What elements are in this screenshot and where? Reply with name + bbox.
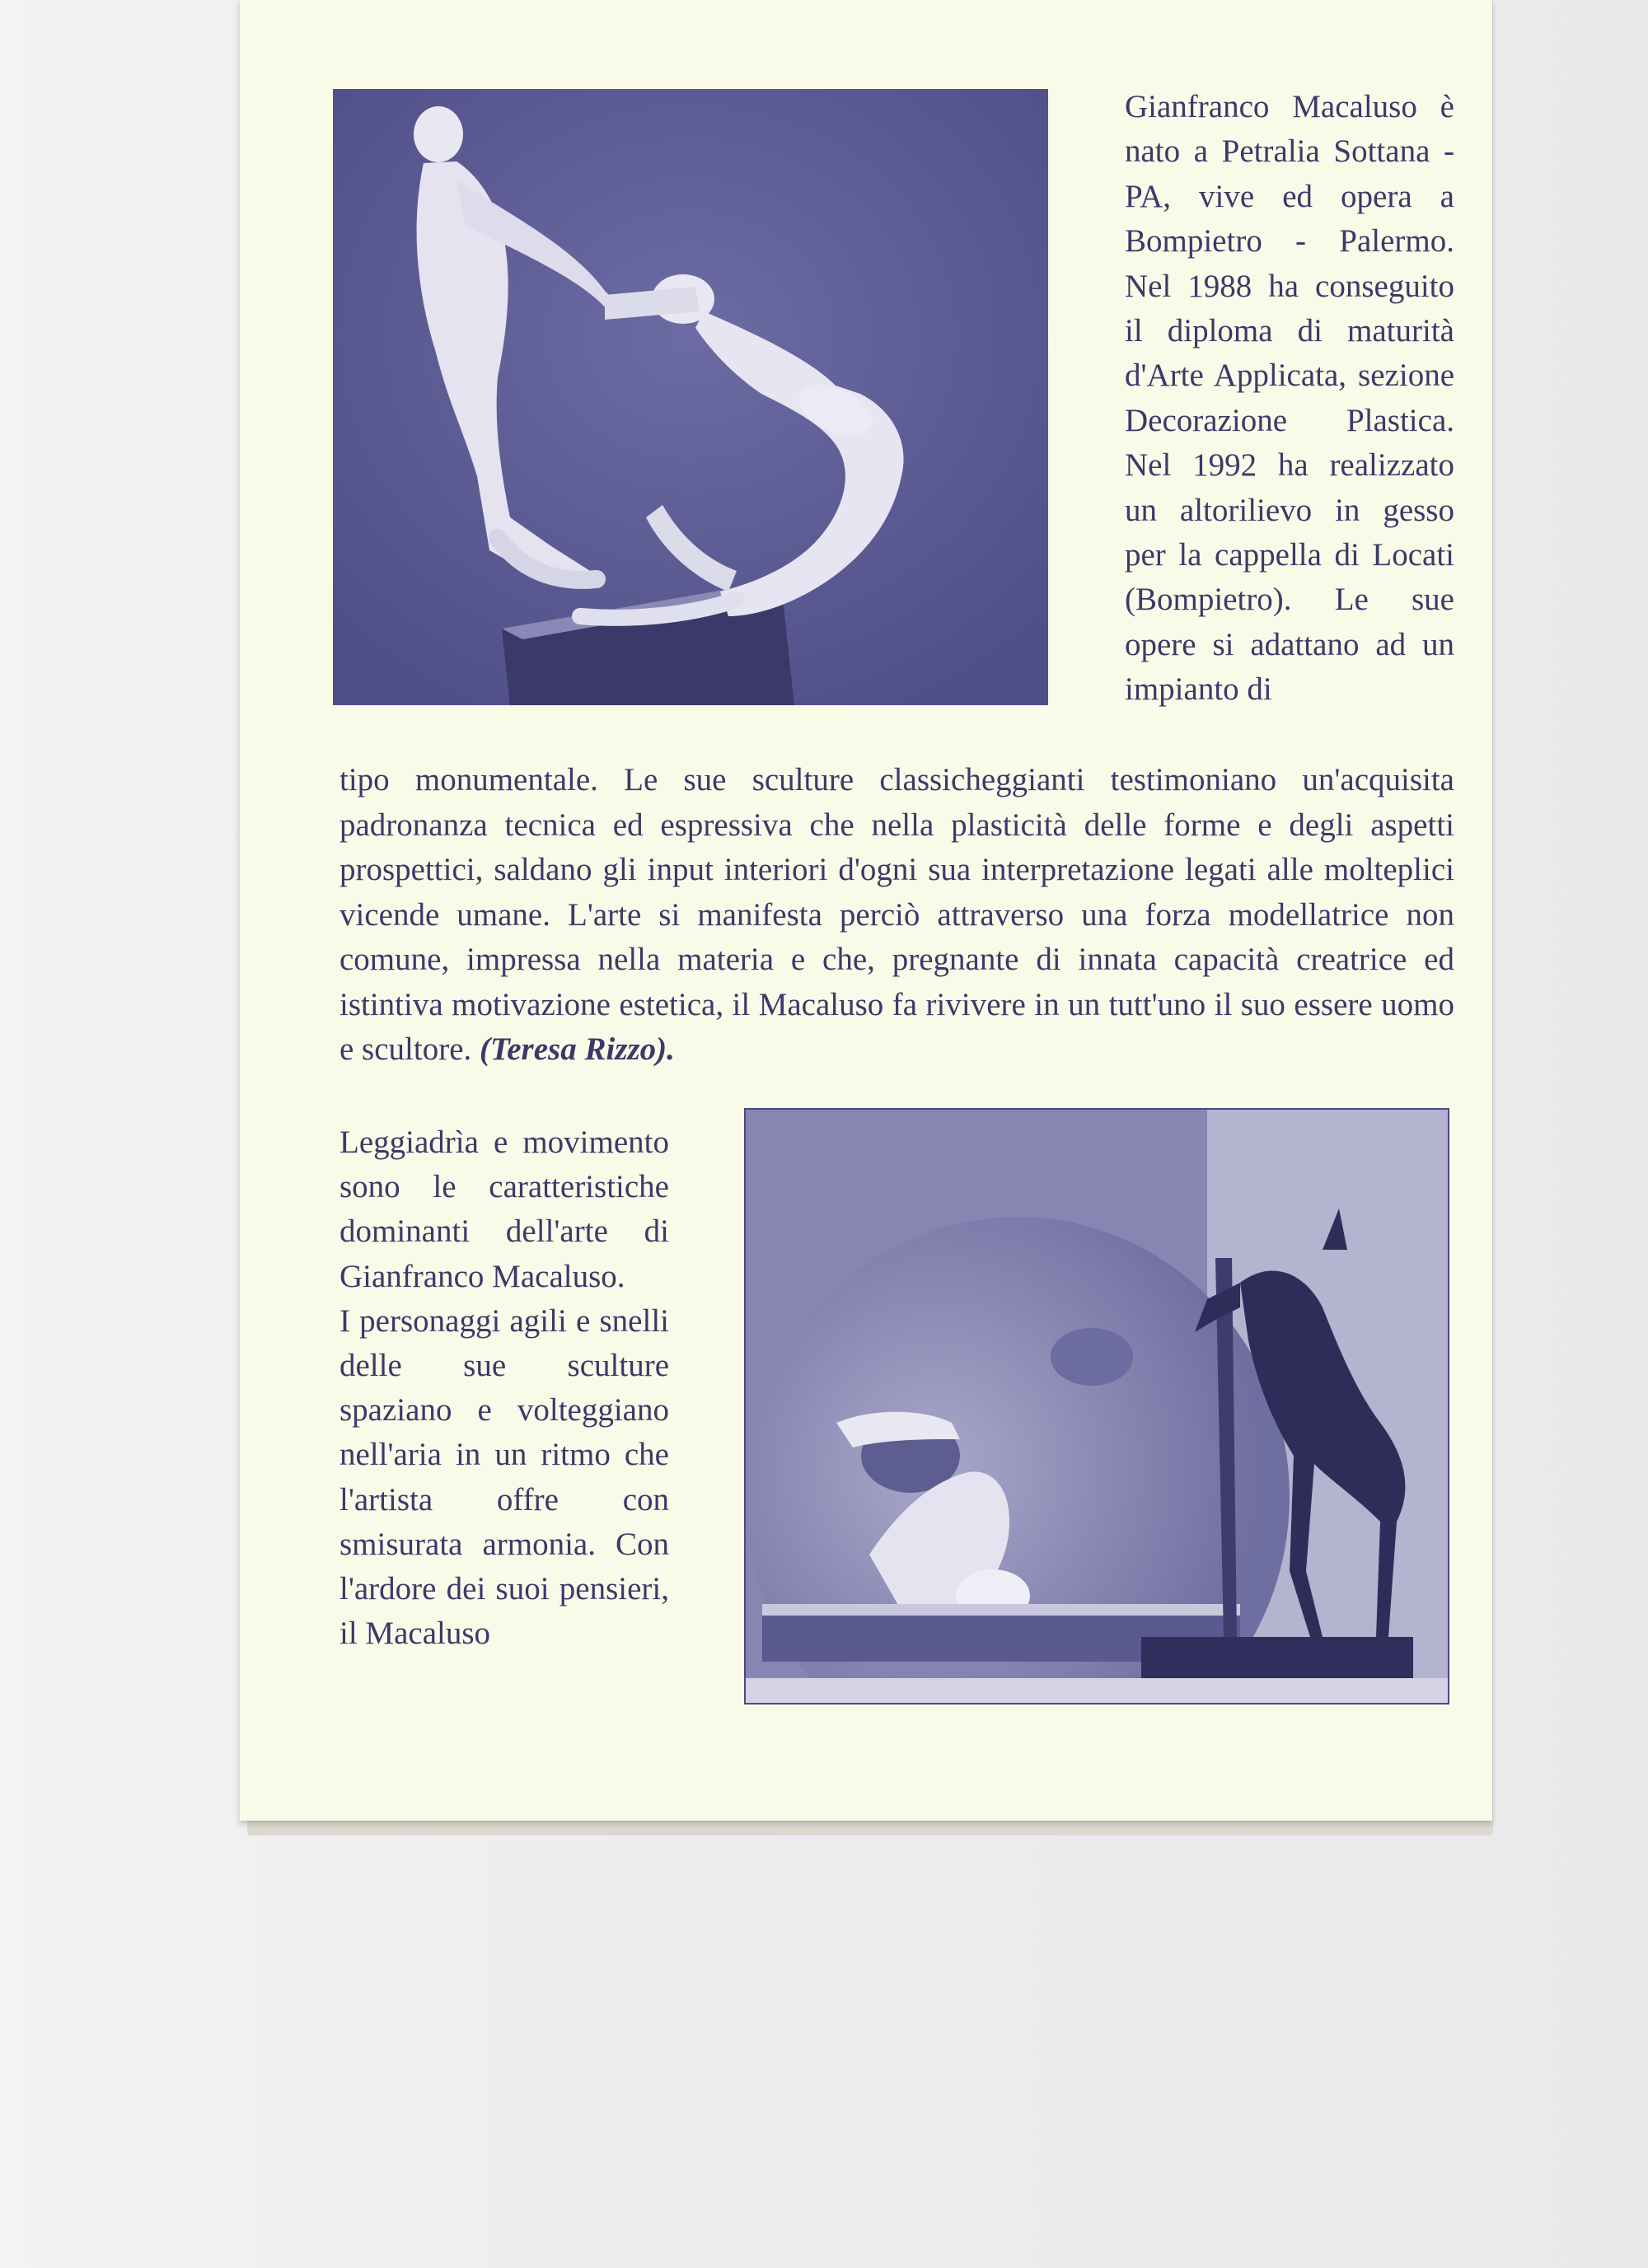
bio-paragraph-wide-text: tipo monumentale. Le sue sculture classicheggianti testimoniano un'acquisita padronanza tecnica ed espressiva che nella plasticità delle forme e degli aspetti prospettici, saldano gli input interiori d'ogni sua interpretazione legati alle molteplici vicende umane. L'arte si manifesta perciò attraverso una forza modellatrice non comune, impressa nella materia e che, pregnante di innata capacità creatrice ed istintiva motivazione estetica, il Macaluso fa rivivere in un tutt'uno il suo essere uomo e scultore. xyxy=(339,762,1454,1067)
description-paragraph xyxy=(339,1120,669,1656)
sculpture-figures-image xyxy=(333,89,1048,705)
bio-paragraph-narrow: Gianfranco Macaluso è nato a Petralia Sottana - PA, vive ed opera a Bompietro - Palermo. Nel 1988 ha conseguito il diploma di maturità d'Arte Applicata, sezione Decorazione Plastica. Nel 1992 ha realizzato un altorilievo in gesso per la cappella di Locati (Bompietro). Le sue opere si adattano ad un impianto di xyxy=(1125,89,1454,708)
sculpture-photo-bottom xyxy=(744,1108,1449,1705)
sculpture-photo-top xyxy=(333,89,1048,705)
description-lead: Leggiadrìa e movimento sono le caratteristiche dominanti dell'arte di Gianfranco Macaluso. xyxy=(339,1125,669,1294)
studio-sculptures-image xyxy=(746,1110,1448,1703)
description-body: I personaggi agili e snelli delle sue sculture spaziano e volteggiano nell'aria in un ritmo che l'artista offre con smisurata armonia. Con l'ardore dei suoi pensieri, il Macaluso xyxy=(339,1302,669,1652)
author-citation: (Teresa Rizzo). xyxy=(480,1031,675,1067)
bio-paragraph-wide xyxy=(339,758,1454,1073)
